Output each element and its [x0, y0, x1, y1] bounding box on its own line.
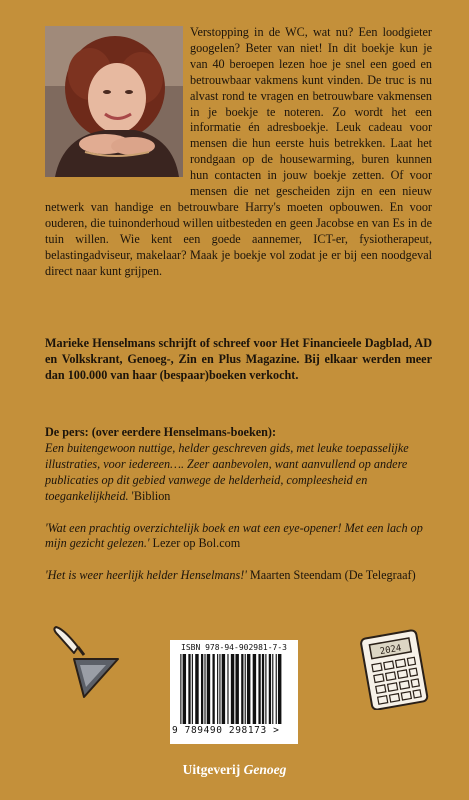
press-quote-1	[45, 441, 432, 505]
barcode-bar	[212, 654, 214, 724]
barcode-bar	[222, 654, 225, 724]
press-quote-3	[45, 568, 432, 584]
isbn-label: ISBN 978-94-902981-7-3	[181, 643, 287, 652]
barcode-bar	[269, 654, 271, 724]
barcode-bar	[207, 654, 210, 724]
press-quote-1-text: Een buitengewoon nuttige, helder geschreven gids, met leuke toepasselijke illustraties, voor iedereen…. Zeer aanbevolen, want aanvullend op andere publicaties op dit gebied vanwege de helderheid, compleesheid en toegankelijkheid.	[45, 440, 409, 503]
publisher-brand: Genoeg	[243, 762, 287, 777]
barcode-bar	[217, 654, 218, 724]
barcode-bar	[180, 654, 181, 724]
barcode-bar	[219, 654, 220, 724]
barcode-bar	[265, 654, 266, 724]
barcode-bar	[201, 654, 203, 724]
intro-paragraph	[45, 25, 432, 280]
barcode-bar	[192, 654, 193, 724]
press-quote-1-source: 'Biblion	[131, 488, 171, 503]
author-bio: Marieke Henselmans schrijft of schreef voor Het Financieele Dagblad, AD en Volkskrant, Genoeg-, Zin en Plus Magazine. Bij elkaar werden meer dan 100.000 van haar (bespaar)boeken verkocht.	[45, 336, 432, 382]
publisher-prefix: Uitgeverij	[182, 762, 241, 777]
publisher-logo	[0, 762, 469, 778]
press-quote-3-source: Maarten Steendam (De Telegraaf)	[249, 568, 416, 583]
barcode-bar	[276, 654, 277, 724]
press-heading: De pers:	[45, 425, 89, 439]
trowel-icon	[44, 625, 126, 701]
barcode-bars	[178, 654, 290, 724]
press-quote-2	[45, 521, 432, 553]
barcode-digits: 9 789490 298173 >	[172, 725, 280, 736]
barcode-bar	[241, 654, 243, 724]
press-heading-line	[45, 425, 432, 441]
intro-text: Verstopping in de WC, wat nu? Een loodgieter googelen? Beter van niet! In dit boekje kun je van 40 beroepen lezen hoe je snel een goed en betrouwbaar vakmens kunt vinden. De truc is nu alvast rond te vragen en betrouwbare vakmensen in je boekje te noteren. Zo wordt het een informatie én adresboekje. Leuk cadeau voor mensen die hun eerste huis betrekken. Laat het rondgaan op de housewarming, buren kunnen hun contacten in jouw boekje zetten. Of voor mensen die net gescheiden zijn en een nieuw netwerk van handige en betrouwbare Harry's moeten opbouwen. En voor ouderen, die tuinonderhoud willen uitbesteden en geen Jacobse en van Es in de tuin willen. Wie kent een goede aannemer, ICT-er, fysiotherapeut, belastingadviseur, makelaar? Maak je boekje vol zodat je er bij een noodgeval direct naar kunt grijpen.	[45, 25, 432, 278]
press-subheading: (over eerdere Henselmans-boeken):	[91, 425, 277, 439]
barcode-bar	[183, 654, 186, 724]
barcode-bar	[245, 654, 246, 724]
press-quote-3-text: 'Het is weer heerlijk helder Henselmans!'	[45, 568, 247, 583]
barcode-bar	[262, 654, 264, 724]
barcode-bar	[188, 654, 190, 724]
barcode-bar	[204, 654, 205, 724]
press-section	[45, 425, 432, 584]
barcode-bar	[235, 654, 238, 724]
barcode	[170, 640, 298, 744]
press-quote-2-text: 'Wat een prachtig overzichtelijk boek en wat een eye-opener! Met een lach op mijn gezicht gelezen.'	[45, 520, 423, 551]
calculator-display: 2024	[379, 643, 403, 658]
barcode-bar	[272, 654, 273, 724]
calculator-icon	[356, 628, 432, 710]
barcode-bar	[231, 654, 234, 724]
barcode-bar	[247, 654, 250, 724]
barcode-bar	[258, 654, 260, 724]
press-quote-2-source: Lezer op Bol.com	[152, 536, 241, 551]
barcode-bar	[253, 654, 256, 724]
barcode-bar	[195, 654, 198, 724]
barcode-bar	[227, 654, 228, 724]
barcode-bar	[278, 654, 281, 724]
